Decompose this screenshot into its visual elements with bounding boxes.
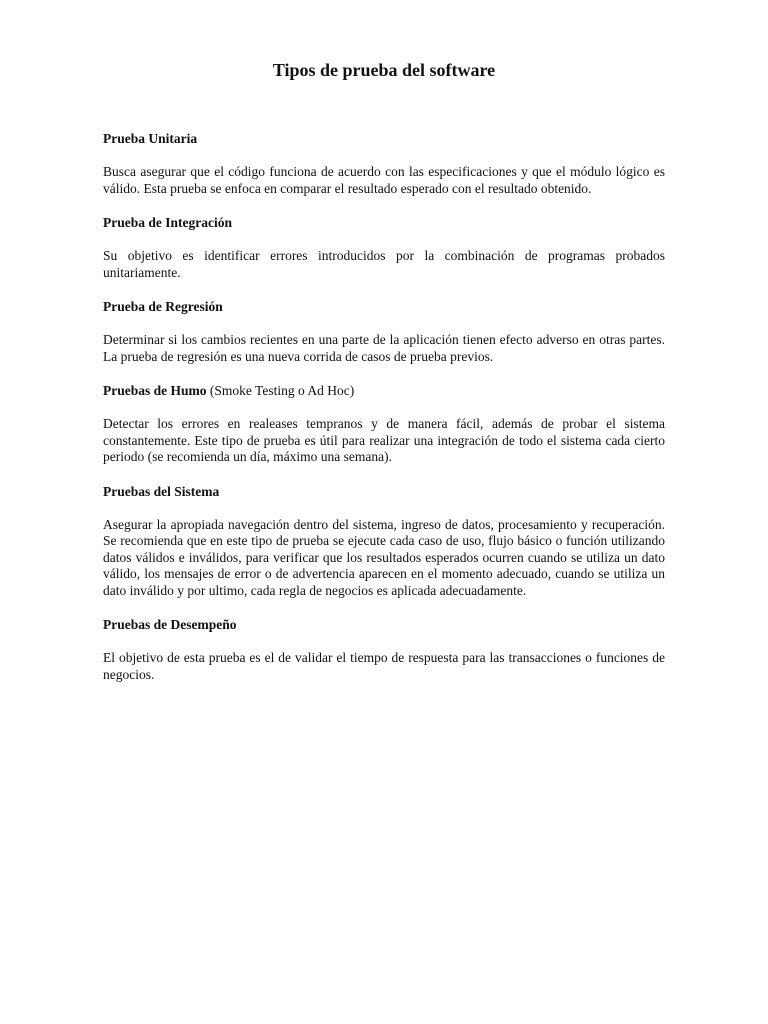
section-heading-text: Prueba Unitaria [103,131,198,146]
section-heading [103,214,665,231]
section-prueba-regresion [103,298,665,365]
section-heading [103,483,665,500]
section-heading [103,616,665,633]
section-pruebas-desempeno [103,616,665,683]
section-paragraph: Su objetivo es identificar errores introducidos por la combinación de programas probados unitariamente. [103,248,665,280]
section-paragraph: Detectar los errores en realeases tempranos y de manera fácil, además de probar el sistema constantemente. Este tipo de prueba es útil para realizar una integración de todo el sistema cada cierto periodo (se recomienda un día, máximo una semana). [103,416,665,464]
section-heading-text: Pruebas de Humo [103,383,207,398]
section-pruebas-sistema [103,483,665,600]
section-heading [103,382,665,399]
section-paragraph: Busca asegurar que el código funciona de acuerdo con las especificaciones y que el módulo lógico es válido. Esta prueba se enfoca en comparar el resultado esperado con el resultado obtenido. [103,164,665,196]
section-heading-text: Prueba de Integración [103,215,232,230]
document-body [103,130,665,700]
section-heading [103,130,665,147]
section-heading-text: Pruebas del Sistema [103,483,220,499]
section-paragraph: Determinar si los cambios recientes en una parte de la aplicación tienen efecto adverso en otras partes. La prueba de regresión es una nueva corrida de casos de prueba previos. [103,332,665,364]
section-paragraph: Asegurar la apropiada navegación dentro del sistema, ingreso de datos, procesamiento y recuperación. Se recomienda que en este tipo de prueba se ejecute cada caso de uso, flujo básico o función utilizando datos válidos e inválidos, para verificar que los resultados esperados ocurren cuando se utiliza un dato válido, los mensajes de error o de advertencia aparecen en el momento adecuado, cuando se utiliza un dato inválido y por ultimo, cada regla de negocios es aplicada adecuadamente. [103,516,665,598]
section-heading [103,298,665,315]
section-heading-note: (Smoke Testing o Ad Hoc) [206,383,355,398]
document-title: Tipos de prueba del software [272,60,496,80]
section-paragraph: El objetivo de esta prueba es el de validar el tiempo de respuesta para las transacciones o funciones de negocios. [103,650,665,682]
section-pruebas-humo [103,382,665,466]
section-heading-text: Prueba de Regresión [103,299,223,314]
section-heading-text: Pruebas de Desempeño [103,617,237,632]
section-prueba-unitaria [103,130,665,197]
section-prueba-integracion [103,214,665,281]
